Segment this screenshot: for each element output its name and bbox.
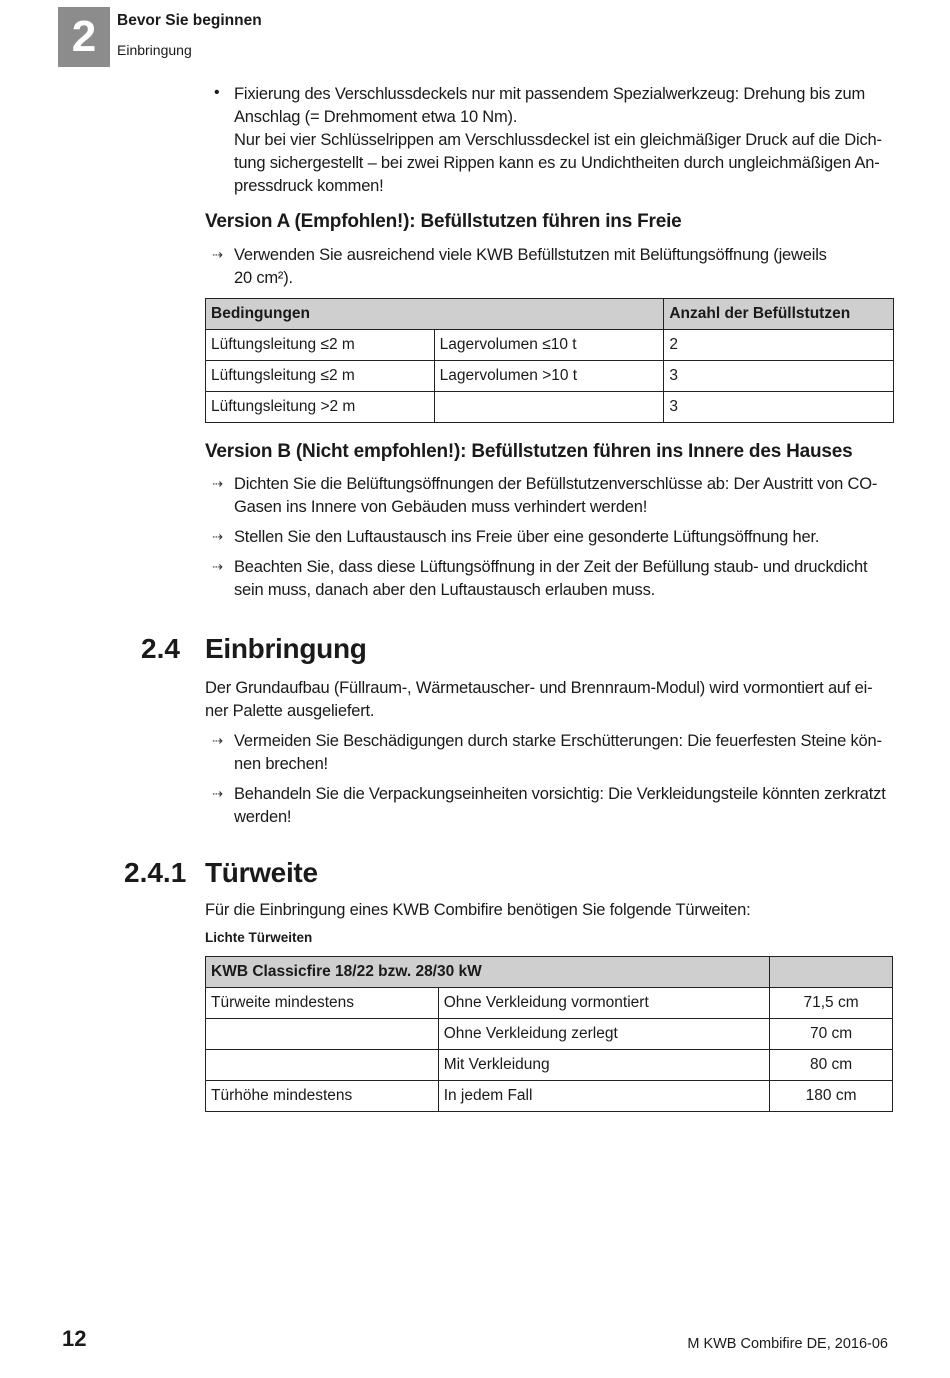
item-line: Dichten Sie die Belüftungsöffnungen der Befüllstutzenverschlüsse ab: Der Austritt von CO- <box>234 475 878 493</box>
table-cell: Türweite mindestens <box>206 988 439 1019</box>
table-cell: Mit Verkleidung <box>438 1050 769 1081</box>
intro-line: Fixierung des Verschlussdeckels nur mit passendem Spezialwerkzeug: Drehung bis zum <box>234 85 866 103</box>
table-cell: 3 <box>664 361 894 392</box>
table-header-cell <box>770 957 893 988</box>
table-cell: Lüftungsleitung ≤2 m <box>206 361 435 392</box>
intro-line: tung sichergestellt – bei zwei Rippen kann es zu Undichtheiten durch ungleichmäßigen An- <box>234 154 880 172</box>
subsection-intro: Für die Einbringung eines KWB Combifire benötigen Sie folgende Türweiten: <box>205 901 751 919</box>
table-row <box>206 392 894 423</box>
bullet-dot: • <box>214 84 220 101</box>
item-line: werden! <box>234 808 292 826</box>
table-header-cell: Bedingungen <box>206 299 664 330</box>
item-line: Gasen ins Innere von Gebäuden muss verhindert werden! <box>234 498 648 516</box>
conditions-table <box>205 298 894 423</box>
intro-line: Nur bei vier Schlüsselrippen am Verschlussdeckel ist ein gleichmäßiger Druck auf die Dich- <box>234 131 882 149</box>
arrow-icon: ⇢ <box>212 786 222 801</box>
subsection-title: Türweite <box>205 857 318 888</box>
intro-line: Anschlag (= Drehmoment etwa 10 Nm). <box>234 108 518 126</box>
chapter-number-box: 2 <box>58 7 110 67</box>
version-a-heading: Version A (Empfohlen!): Befüllstutzen führen ins Freie <box>205 211 682 232</box>
table-row <box>206 988 893 1019</box>
table-cell: In jedem Fall <box>438 1081 769 1112</box>
version-a-instruction <box>234 244 827 290</box>
intro-line: pressdruck kommen! <box>234 177 384 195</box>
paragraph-line: Der Grundaufbau (Füllraum-, Wärmetauscher- und Brennraum-Modul) wird vormontiert auf ei- <box>205 679 873 697</box>
item-line: Beachten Sie, dass diese Lüftungsöffnung in der Zeit der Befüllung staub- und druckdicht <box>234 558 868 576</box>
arrow-icon: ⇢ <box>212 247 222 262</box>
arrow-icon: ⇢ <box>212 476 222 491</box>
table-header-row <box>206 299 894 330</box>
version-b-item <box>234 526 819 549</box>
item-line: nen brechen! <box>234 755 328 773</box>
table-cell: 180 cm <box>770 1081 893 1112</box>
arrow-icon: ⇢ <box>212 733 222 748</box>
table-cell <box>434 392 664 423</box>
item-line: Vermeiden Sie Beschädigungen durch starke Erschütterungen: Die feuerfesten Steine kön- <box>234 732 882 750</box>
document-reference: M KWB Combifire DE, 2016-06 <box>687 1336 888 1352</box>
table-cell: Ohne Verkleidung zerlegt <box>438 1019 769 1050</box>
table-cell <box>206 1050 439 1081</box>
section-item <box>234 730 882 776</box>
table-cell: Lagervolumen >10 t <box>434 361 664 392</box>
table-header-row <box>206 957 893 988</box>
section-title: Einbringung <box>205 633 367 664</box>
item-line: Stellen Sie den Luftaustausch ins Freie über eine gesonderte Lüftungsöffnung her. <box>234 528 820 546</box>
table-cell <box>206 1019 439 1050</box>
table-cell: Lüftungsleitung ≤2 m <box>206 330 435 361</box>
version-b-item <box>234 473 877 519</box>
item-line: Behandeln Sie die Verpackungseinheiten vorsichtig: Die Verkleidungsteile könnten zerkratzt <box>234 785 886 803</box>
table-cell: 70 cm <box>770 1019 893 1050</box>
instruction-line: Verwenden Sie ausreichend viele KWB Befüllstutzen mit Belüftungsöffnung (jeweils <box>234 246 827 264</box>
version-b-item <box>234 556 867 602</box>
page-number: 12 <box>62 1326 87 1351</box>
intro-bullet-text <box>234 83 882 198</box>
table-cell: 71,5 cm <box>770 988 893 1019</box>
table-cell: Türhöhe mindestens <box>206 1081 439 1112</box>
table-cell: Ohne Verkleidung vormontiert <box>438 988 769 1019</box>
item-line: sein muss, danach aber den Luftaustausch erlauben muss. <box>234 581 656 599</box>
table-cell: Lagervolumen ≤10 t <box>434 330 664 361</box>
section-subtitle: Einbringung <box>117 42 192 58</box>
table-row <box>206 1081 893 1112</box>
table-cell: 3 <box>664 392 894 423</box>
table-header-cell: Anzahl der Befüllstutzen <box>664 299 894 330</box>
arrow-icon: ⇢ <box>212 529 222 544</box>
paragraph-line: ner Palette ausgeliefert. <box>205 702 375 720</box>
section-item <box>234 783 886 829</box>
chapter-title: Bevor Sie beginnen <box>117 12 262 29</box>
table-cell: 80 cm <box>770 1050 893 1081</box>
door-width-table <box>205 956 893 1112</box>
section-number: 2.4 <box>141 633 180 664</box>
instruction-line: 20 cm²). <box>234 269 293 287</box>
table-row <box>206 1050 893 1081</box>
table-caption: Lichte Türweiten <box>205 930 313 945</box>
table-row <box>206 330 894 361</box>
arrow-icon: ⇢ <box>212 559 222 574</box>
version-b-heading: Version B (Nicht empfohlen!): Befüllstutzen führen ins Innere des Hauses <box>205 441 853 462</box>
table-cell: 2 <box>664 330 894 361</box>
table-header-cell: KWB Classicfire 18/22 bzw. 28/30 kW <box>206 957 770 988</box>
table-cell: Lüftungsleitung >2 m <box>206 392 435 423</box>
table-row <box>206 1019 893 1050</box>
section-paragraph <box>205 677 872 723</box>
subsection-number: 2.4.1 <box>124 857 187 888</box>
table-row <box>206 361 894 392</box>
